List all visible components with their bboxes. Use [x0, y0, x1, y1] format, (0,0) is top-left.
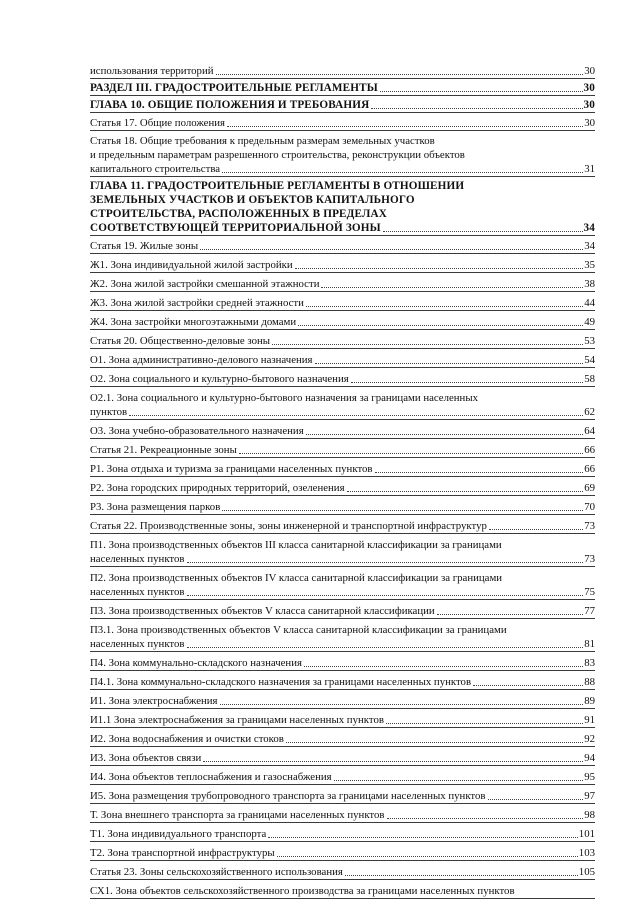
- entry-underline: [90, 514, 595, 515]
- toc-entry-text: Р2. Зона городских природных территорий, озеленения: [90, 482, 345, 494]
- dot-leader: [286, 742, 583, 743]
- toc-entry-text: О1. Зона административно-делового назначения: [90, 354, 313, 366]
- dot-leader: [386, 723, 583, 724]
- dot-leader: [203, 761, 583, 762]
- toc-entry[interactable]: [90, 751, 595, 766]
- dot-leader: [383, 231, 583, 232]
- entry-underline: [90, 727, 595, 728]
- toc-entry-text: И1. Зона электроснабжения: [90, 695, 218, 707]
- page-number: 83: [584, 657, 595, 669]
- toc-entry-text: Т1. Зона индивидуального транспорта: [90, 828, 267, 840]
- entry-underline: [90, 860, 595, 861]
- dot-leader: [129, 415, 583, 416]
- toc-entry[interactable]: [90, 239, 595, 254]
- entry-underline: [90, 784, 595, 785]
- dot-leader: [473, 685, 583, 686]
- toc-entry-text: СХ1. Зона объектов сельскохозяйственного производства за границами населенных пунктов: [90, 885, 515, 897]
- page-number: 49: [584, 316, 595, 328]
- page-number: 97: [584, 790, 595, 802]
- toc-entry-text: И2. Зона водоснабжения и очистки стоков: [90, 733, 284, 745]
- toc-entry[interactable]: [90, 462, 595, 477]
- toc-entry-text: П4.1. Зона коммунально-складского назначения за границами населенных пунктов: [90, 676, 472, 688]
- page-number: 70: [584, 501, 595, 513]
- toc-entry-text: И1.1 Зона электроснабжения за границами населенных пунктов: [90, 714, 384, 726]
- toc-entry[interactable]: [90, 134, 595, 177]
- page-number: 94: [584, 752, 595, 764]
- toc-entry[interactable]: [90, 713, 595, 728]
- page-number: 101: [578, 828, 595, 840]
- dot-leader: [371, 108, 582, 109]
- toc-entry-text: П4. Зона коммунально-складского назначения: [90, 657, 302, 669]
- toc-entry[interactable]: [90, 64, 595, 79]
- entry-underline: [90, 708, 595, 709]
- entry-underline: [90, 348, 595, 349]
- toc-entry-text: РАЗДЕЛ III. ГРАДОСТРОИТЕЛЬНЫЕ РЕГЛАМЕНТЫ: [90, 82, 378, 94]
- dot-leader: [306, 434, 584, 435]
- toc-entry[interactable]: [90, 116, 595, 131]
- entry-underline: [90, 367, 595, 368]
- toc-entry-text: Статья 18. Общие требования к предельным размерам земельных участков: [90, 135, 435, 147]
- page-number: 103: [578, 847, 595, 859]
- dot-leader: [351, 382, 583, 383]
- toc-entry-text: населенных пунктов: [90, 586, 185, 598]
- entry-underline: [90, 822, 595, 823]
- toc-entry[interactable]: [90, 604, 595, 619]
- toc-entry[interactable]: [90, 865, 595, 880]
- entry-underline: [90, 112, 595, 113]
- dot-leader: [347, 491, 584, 492]
- dot-leader: [298, 325, 583, 326]
- toc-entry-text: Ж1. Зона индивидуальной жилой застройки: [90, 259, 293, 271]
- toc-entry[interactable]: [90, 656, 595, 671]
- page-number: 30: [583, 82, 595, 94]
- page-number: 81: [584, 638, 595, 650]
- entry-underline: [90, 746, 595, 747]
- page-number: 38: [584, 278, 595, 290]
- toc-entry[interactable]: [90, 98, 595, 113]
- entry-underline: [90, 495, 595, 496]
- dot-leader: [437, 614, 584, 615]
- toc-entry[interactable]: [90, 391, 595, 420]
- toc-entry-text: Т2. Зона транспортной инфраструктуры: [90, 847, 275, 859]
- entry-underline: [90, 176, 595, 177]
- toc-entry-text: ГЛАВА 11. ГРАДОСТРОИТЕЛЬНЫЕ РЕГЛАМЕНТЫ В ОТНОШЕНИИ: [90, 180, 465, 192]
- page-number: 91: [584, 714, 595, 726]
- toc-entry-text: Статья 22. Производственные зоны, зоны инженерной и транспортной инфраструктур: [90, 520, 487, 532]
- entry-underline: [90, 803, 595, 804]
- toc-entry-text: населенных пунктов: [90, 553, 185, 565]
- entry-underline: [90, 329, 595, 330]
- page-number: 95: [584, 771, 595, 783]
- entry-underline: [90, 457, 595, 458]
- entry-underline: [90, 618, 595, 619]
- toc-entry-text: Р3. Зона размещения парков: [90, 501, 221, 513]
- page-number: 53: [584, 335, 595, 347]
- page-number: 44: [584, 297, 595, 309]
- toc-entry[interactable]: [90, 808, 595, 823]
- page-number: 58: [584, 373, 595, 385]
- page-number: 30: [584, 117, 595, 129]
- dot-leader: [315, 363, 584, 364]
- dot-leader: [306, 306, 583, 307]
- toc-entry[interactable]: [90, 571, 595, 600]
- toc-entry-text: П3.1. Зона производственных объектов V класса санитарной классификации за границами: [90, 624, 507, 636]
- toc-entry-text: О2. Зона социального и культурно-бытового назначения: [90, 373, 349, 385]
- toc-entry[interactable]: [90, 424, 595, 439]
- toc-entry-text: Статья 21. Рекреационные зоны: [90, 444, 237, 456]
- toc-entry[interactable]: [90, 296, 595, 311]
- entry-underline: [90, 879, 595, 880]
- toc-entry[interactable]: [90, 353, 595, 368]
- toc-entry-text: ГЛАВА 10. ОБЩИЕ ПОЛОЖЕНИЯ И ТРЕБОВАНИЯ: [90, 99, 370, 111]
- page-number: 75: [584, 586, 595, 598]
- entry-underline: [90, 670, 595, 671]
- dot-leader: [380, 91, 583, 92]
- page-number: 89: [584, 695, 595, 707]
- dot-leader: [272, 344, 583, 345]
- toc-entry[interactable]: [90, 481, 595, 496]
- toc-entry[interactable]: [90, 315, 595, 330]
- entry-underline: [90, 651, 595, 652]
- entry-underline: [90, 291, 595, 292]
- entry-underline: [90, 438, 595, 439]
- page-number: 34: [584, 240, 595, 252]
- page-number: 62: [584, 406, 595, 418]
- toc-entry-text: пунктов: [90, 406, 128, 418]
- dot-leader: [277, 856, 578, 857]
- entry-underline: [90, 566, 595, 567]
- page-number: 54: [584, 354, 595, 366]
- page-number: 34: [583, 222, 595, 234]
- toc-entry-text: Ж3. Зона жилой застройки средней этажности: [90, 297, 304, 309]
- entry-underline: [90, 253, 595, 254]
- toc-entry[interactable]: [90, 500, 595, 515]
- page-number: 105: [578, 866, 595, 878]
- entry-underline: [90, 235, 595, 236]
- toc-entry-text: СООТВЕТСТВУЮЩЕЙ ТЕРРИТОРИАЛЬНОЙ ЗОНЫ: [90, 222, 381, 234]
- dot-leader: [187, 647, 584, 648]
- dot-leader: [268, 837, 578, 838]
- dot-leader: [216, 74, 584, 75]
- entry-underline: [90, 841, 595, 842]
- entry-underline: [90, 95, 595, 96]
- entry-underline: [90, 130, 595, 131]
- page-number: 77: [584, 605, 595, 617]
- page-number: 92: [584, 733, 595, 745]
- toc-entry-text: капитального строительства: [90, 163, 221, 175]
- toc-entry[interactable]: [90, 538, 595, 567]
- page-number: 31: [584, 163, 595, 175]
- entry-underline: [90, 689, 595, 690]
- toc-entry-text: И4. Зона объектов теплоснабжения и газоснабжения: [90, 771, 332, 783]
- page-number: 30: [583, 99, 595, 111]
- toc-entry[interactable]: [90, 770, 595, 785]
- dot-leader: [200, 249, 583, 250]
- toc-entry[interactable]: [90, 519, 595, 534]
- toc-entry-text: СТРОИТЕЛЬСТВА, РАСПОЛОЖЕННЫХ В ПРЕДЕЛАХ: [90, 208, 387, 220]
- toc-entry-text: П1. Зона производственных объектов III класса санитарной классификации за границами: [90, 539, 502, 551]
- toc-entry[interactable]: [90, 884, 595, 899]
- toc-entry-text: ЗЕМЕЛЬНЫХ УЧАСТКОВ И ОБЪЕКТОВ КАПИТАЛЬНОГО: [90, 194, 415, 206]
- toc-entry-text: П2. Зона производственных объектов IV класса санитарной классификации за границами: [90, 572, 503, 584]
- toc-entry-text: О2.1. Зона социального и культурно-бытового назначения за границами населенных: [90, 392, 478, 404]
- toc-entry-text: Статья 23. Зоны сельскохозяйственного использования: [90, 866, 343, 878]
- entry-underline: [90, 599, 595, 600]
- entry-underline: [90, 898, 595, 899]
- toc-entry-text: населенных пунктов: [90, 638, 185, 650]
- page-number: 69: [584, 482, 595, 494]
- dot-leader: [375, 472, 584, 473]
- page-number: 73: [584, 520, 595, 532]
- toc-entry[interactable]: [90, 372, 595, 387]
- toc-entry[interactable]: [90, 846, 595, 861]
- toc-entry[interactable]: [90, 258, 595, 273]
- toc-entry[interactable]: [90, 277, 595, 292]
- toc-entry[interactable]: [90, 675, 595, 690]
- toc-entry-text: Статья 17. Общие положения: [90, 117, 225, 129]
- page-number: 98: [584, 809, 595, 821]
- dot-leader: [222, 172, 583, 173]
- page-number: 64: [584, 425, 595, 437]
- dot-leader: [345, 875, 578, 876]
- toc-entry-text: Статья 20. Общественно-деловые зоны: [90, 335, 271, 347]
- page-number: 66: [584, 444, 595, 456]
- dot-leader: [187, 595, 584, 596]
- toc-entry-text: использования территорий: [90, 65, 214, 77]
- toc-entry[interactable]: [90, 827, 595, 842]
- toc-entry[interactable]: [90, 443, 595, 458]
- toc-entry[interactable]: [90, 179, 595, 236]
- toc-entry[interactable]: [90, 623, 595, 652]
- toc-entry-text: П3. Зона производственных объектов V класса санитарной классификации: [90, 605, 435, 617]
- toc-entry-text: Статья 19. Жилые зоны: [90, 240, 199, 252]
- dot-leader: [488, 799, 584, 800]
- dot-leader: [239, 453, 583, 454]
- dot-leader: [321, 287, 583, 288]
- toc-entry-text: И5. Зона размещения трубопроводного транспорта за границами населенных пунктов: [90, 790, 486, 802]
- toc-entry-text: Т. Зона внешнего транспорта за границами населенных пунктов: [90, 809, 385, 821]
- entry-underline: [90, 476, 595, 477]
- toc-entry[interactable]: [90, 732, 595, 747]
- toc-entry-text: И3. Зона объектов связи: [90, 752, 202, 764]
- table-of-contents: [90, 64, 595, 899]
- toc-entry-text: Ж4. Зона застройки многоэтажными домами: [90, 316, 297, 328]
- toc-entry[interactable]: [90, 81, 595, 96]
- dot-leader: [387, 818, 584, 819]
- entry-underline: [90, 310, 595, 311]
- page-number: 30: [584, 65, 595, 77]
- dot-leader: [334, 780, 584, 781]
- entry-underline: [90, 272, 595, 273]
- dot-leader: [295, 268, 584, 269]
- page-number: 66: [584, 463, 595, 475]
- entry-underline: [90, 765, 595, 766]
- toc-entry[interactable]: [90, 789, 595, 804]
- dot-leader: [489, 529, 583, 530]
- dot-leader: [222, 510, 583, 511]
- entry-underline: [90, 419, 595, 420]
- toc-entry-text: О3. Зона учебно-образовательного назначения: [90, 425, 304, 437]
- toc-entry-text: Ж2. Зона жилой застройки смешанной этажности: [90, 278, 320, 290]
- dot-leader: [220, 704, 584, 705]
- dot-leader: [227, 126, 583, 127]
- entry-underline: [90, 386, 595, 387]
- entry-underline: [90, 78, 595, 79]
- toc-entry[interactable]: [90, 334, 595, 349]
- toc-entry[interactable]: [90, 694, 595, 709]
- dot-leader: [187, 562, 584, 563]
- toc-entry-text: Р1. Зона отдыха и туризма за границами населенных пунктов: [90, 463, 373, 475]
- page-number: 88: [584, 676, 595, 688]
- entry-underline: [90, 533, 595, 534]
- toc-entry-text: и предельным параметрам разрешенного строительства, реконструкции объектов: [90, 149, 465, 161]
- dot-leader: [304, 666, 583, 667]
- page-number: 73: [584, 553, 595, 565]
- page-number: 35: [584, 259, 595, 271]
